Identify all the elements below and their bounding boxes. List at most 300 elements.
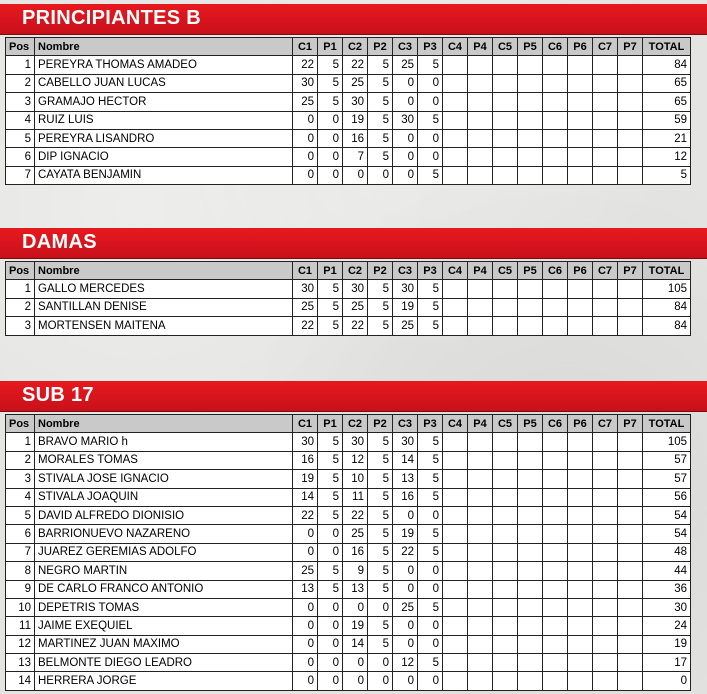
score-cell: 5 (368, 470, 393, 488)
total-cell: 105 (643, 280, 691, 298)
score-cell: 0 (368, 672, 393, 690)
score-cell: 5 (368, 129, 393, 147)
position-cell: 3 (6, 93, 35, 111)
score-cell (593, 93, 618, 111)
score-cell (543, 654, 568, 672)
total-cell: 57 (643, 470, 691, 488)
total-cell: 19 (643, 635, 691, 653)
score-cell: 14 (293, 488, 318, 506)
column-header: C1 (293, 262, 318, 280)
score-cell: 9 (343, 562, 368, 580)
score-cell (593, 525, 618, 543)
score-cell (543, 111, 568, 129)
score-cell (493, 543, 518, 561)
score-cell: 0 (393, 580, 418, 598)
score-cell: 5 (418, 280, 443, 298)
score-cell: 30 (293, 74, 318, 92)
score-cell (543, 580, 568, 598)
total-cell: 57 (643, 451, 691, 469)
score-cell (618, 56, 643, 74)
score-cell (443, 148, 468, 166)
name-cell: JUAREZ GEREMIAS ADOLFO (35, 543, 293, 561)
score-cell: 0 (418, 635, 443, 653)
column-header: Nombre (35, 415, 293, 433)
score-cell (568, 598, 593, 616)
name-cell: BRAVO MARIO h (35, 433, 293, 451)
score-cell (468, 74, 493, 92)
score-cell: 5 (368, 525, 393, 543)
score-cell: 5 (368, 111, 393, 129)
header-row (6, 38, 691, 56)
score-cell: 0 (293, 525, 318, 543)
score-cell: 0 (393, 93, 418, 111)
position-cell: 9 (6, 580, 35, 598)
total-cell: 21 (643, 129, 691, 147)
column-header: C5 (493, 262, 518, 280)
position-cell: 8 (6, 562, 35, 580)
name-cell: RUIZ LUIS (35, 111, 293, 129)
score-cell (568, 525, 593, 543)
score-cell: 12 (393, 654, 418, 672)
score-cell: 5 (418, 111, 443, 129)
score-cell (518, 317, 543, 335)
score-cell: 30 (393, 111, 418, 129)
score-cell (493, 280, 518, 298)
score-cell: 25 (293, 93, 318, 111)
score-cell (543, 672, 568, 690)
score-cell: 0 (418, 148, 443, 166)
score-cell (443, 488, 468, 506)
score-cell (543, 166, 568, 184)
total-cell: 44 (643, 562, 691, 580)
score-cell: 0 (393, 166, 418, 184)
column-header: C7 (593, 415, 618, 433)
score-cell: 0 (293, 543, 318, 561)
column-header: TOTAL (643, 262, 691, 280)
table-row (6, 298, 691, 316)
table-row (6, 111, 691, 129)
score-cell (618, 317, 643, 335)
score-cell (618, 506, 643, 524)
score-cell: 14 (393, 451, 418, 469)
score-cell (493, 298, 518, 316)
score-cell: 0 (343, 598, 368, 616)
score-cell: 5 (368, 635, 393, 653)
score-cell (443, 617, 468, 635)
score-cell (443, 280, 468, 298)
score-cell: 25 (343, 74, 368, 92)
column-header: P3 (418, 262, 443, 280)
score-cell: 0 (318, 617, 343, 635)
score-cell (518, 506, 543, 524)
score-cell (618, 654, 643, 672)
position-cell: 3 (6, 470, 35, 488)
score-cell (518, 598, 543, 616)
total-cell: 48 (643, 543, 691, 561)
score-cell (593, 543, 618, 561)
position-cell: 10 (6, 598, 35, 616)
score-cell (443, 543, 468, 561)
table-row (6, 74, 691, 92)
score-cell (468, 129, 493, 147)
score-cell (443, 672, 468, 690)
name-cell: NEGRO MARTIN (35, 562, 293, 580)
score-cell (443, 317, 468, 335)
score-cell (593, 654, 618, 672)
score-cell (543, 506, 568, 524)
column-header: TOTAL (643, 415, 691, 433)
score-cell (543, 617, 568, 635)
score-cell: 5 (368, 280, 393, 298)
table-row (6, 166, 691, 184)
score-cell: 0 (368, 654, 393, 672)
score-cell: 5 (318, 56, 343, 74)
score-cell (493, 56, 518, 74)
score-cell (618, 672, 643, 690)
score-cell (593, 280, 618, 298)
score-cell (468, 488, 493, 506)
score-cell (493, 488, 518, 506)
score-cell: 5 (368, 617, 393, 635)
score-cell (618, 617, 643, 635)
table-row (6, 56, 691, 74)
score-cell: 0 (318, 635, 343, 653)
score-cell (568, 654, 593, 672)
score-cell (468, 562, 493, 580)
score-cell (443, 654, 468, 672)
score-cell: 5 (418, 654, 443, 672)
score-cell (593, 562, 618, 580)
table-row (6, 148, 691, 166)
score-cell (568, 580, 593, 598)
score-cell: 0 (418, 93, 443, 111)
section-title: SUB 17 (22, 384, 94, 406)
score-cell (618, 433, 643, 451)
score-cell: 30 (393, 280, 418, 298)
score-cell (468, 298, 493, 316)
total-cell: 5 (643, 166, 691, 184)
score-cell (468, 93, 493, 111)
position-cell: 3 (6, 317, 35, 335)
score-cell (518, 433, 543, 451)
score-cell: 0 (343, 654, 368, 672)
score-cell (543, 433, 568, 451)
ranking-table (5, 37, 691, 185)
column-header: C3 (393, 415, 418, 433)
score-cell: 5 (368, 317, 393, 335)
position-cell: 11 (6, 617, 35, 635)
score-cell: 0 (418, 129, 443, 147)
column-header: Pos (6, 262, 35, 280)
score-cell: 19 (393, 298, 418, 316)
column-header: P3 (418, 38, 443, 56)
score-cell (468, 635, 493, 653)
column-header: C7 (593, 38, 618, 56)
score-cell: 5 (318, 298, 343, 316)
score-cell: 5 (418, 470, 443, 488)
score-cell: 16 (393, 488, 418, 506)
score-cell: 0 (393, 562, 418, 580)
total-cell: 54 (643, 525, 691, 543)
score-cell: 7 (343, 148, 368, 166)
score-cell: 0 (393, 635, 418, 653)
score-cell (468, 654, 493, 672)
score-cell (443, 470, 468, 488)
score-cell: 5 (318, 93, 343, 111)
score-cell: 5 (368, 433, 393, 451)
column-header: P7 (618, 262, 643, 280)
score-cell (543, 93, 568, 111)
score-cell: 0 (318, 111, 343, 129)
score-cell (593, 148, 618, 166)
column-header: C5 (493, 38, 518, 56)
score-cell (468, 598, 493, 616)
score-cell (493, 635, 518, 653)
score-cell: 5 (418, 166, 443, 184)
score-cell (493, 580, 518, 598)
column-header: Pos (6, 415, 35, 433)
score-cell: 0 (418, 672, 443, 690)
score-cell: 0 (393, 129, 418, 147)
header-row (6, 262, 691, 280)
score-cell (443, 598, 468, 616)
position-cell: 1 (6, 280, 35, 298)
name-cell: DEPETRIS TOMAS (35, 598, 293, 616)
score-cell: 5 (418, 433, 443, 451)
position-cell: 1 (6, 433, 35, 451)
score-cell (593, 617, 618, 635)
score-cell (518, 93, 543, 111)
column-header: Pos (6, 38, 35, 56)
total-cell: 65 (643, 74, 691, 92)
total-cell: 84 (643, 56, 691, 74)
column-header: P6 (568, 38, 593, 56)
score-cell (443, 166, 468, 184)
column-header: P4 (468, 415, 493, 433)
section-banner (0, 381, 707, 412)
score-cell (443, 506, 468, 524)
score-cell (618, 525, 643, 543)
score-cell (568, 470, 593, 488)
table-row (6, 617, 691, 635)
score-cell: 5 (318, 562, 343, 580)
total-cell: 24 (643, 617, 691, 635)
column-header: P7 (618, 38, 643, 56)
score-cell (543, 56, 568, 74)
score-cell (568, 543, 593, 561)
score-cell: 25 (343, 525, 368, 543)
score-cell: 5 (418, 488, 443, 506)
score-cell (593, 672, 618, 690)
column-header: P2 (368, 415, 393, 433)
score-cell (493, 433, 518, 451)
header-row (6, 415, 691, 433)
score-cell: 22 (393, 543, 418, 561)
name-cell: MORALES TOMAS (35, 451, 293, 469)
score-cell (593, 506, 618, 524)
score-cell: 30 (393, 433, 418, 451)
score-cell (568, 433, 593, 451)
score-cell (568, 635, 593, 653)
score-cell (468, 525, 493, 543)
name-cell: HERRERA JORGE (35, 672, 293, 690)
total-cell: 0 (643, 672, 691, 690)
score-cell: 0 (293, 654, 318, 672)
score-cell: 25 (393, 317, 418, 335)
score-cell: 16 (343, 543, 368, 561)
table-row (6, 525, 691, 543)
score-cell (518, 617, 543, 635)
score-cell: 0 (318, 166, 343, 184)
score-cell (618, 148, 643, 166)
score-cell (468, 506, 493, 524)
score-cell (468, 470, 493, 488)
name-cell: MARTINEZ JUAN MAXIMO (35, 635, 293, 653)
score-cell (518, 280, 543, 298)
column-header: C2 (343, 262, 368, 280)
score-cell: 5 (318, 280, 343, 298)
score-cell: 22 (343, 506, 368, 524)
position-cell: 2 (6, 74, 35, 92)
position-cell: 4 (6, 488, 35, 506)
table-row (6, 451, 691, 469)
score-cell: 25 (293, 562, 318, 580)
name-cell: CAYATA BENJAMIN (35, 166, 293, 184)
score-cell (543, 129, 568, 147)
total-cell: 65 (643, 93, 691, 111)
score-cell (568, 93, 593, 111)
score-cell (593, 470, 618, 488)
score-cell (493, 148, 518, 166)
score-cell (593, 298, 618, 316)
table-row (6, 470, 691, 488)
score-cell: 13 (293, 580, 318, 598)
score-cell: 22 (293, 317, 318, 335)
score-cell: 5 (368, 74, 393, 92)
column-header: TOTAL (643, 38, 691, 56)
score-cell (543, 148, 568, 166)
score-cell: 19 (343, 111, 368, 129)
column-header: P2 (368, 38, 393, 56)
column-header: P5 (518, 415, 543, 433)
score-cell: 0 (293, 111, 318, 129)
total-cell: 56 (643, 488, 691, 506)
score-cell: 30 (293, 280, 318, 298)
position-cell: 6 (6, 148, 35, 166)
column-header: P7 (618, 415, 643, 433)
score-cell: 5 (368, 451, 393, 469)
score-cell (493, 562, 518, 580)
column-header: C6 (543, 38, 568, 56)
score-cell: 0 (293, 129, 318, 147)
score-cell (468, 543, 493, 561)
table-row (6, 672, 691, 690)
score-cell: 0 (418, 617, 443, 635)
score-cell (618, 580, 643, 598)
score-cell (518, 129, 543, 147)
table-row (6, 317, 691, 335)
score-cell (493, 317, 518, 335)
score-cell (568, 56, 593, 74)
score-cell (493, 93, 518, 111)
score-cell (593, 598, 618, 616)
score-cell: 11 (343, 488, 368, 506)
name-cell: BELMONTE DIEGO LEADRO (35, 654, 293, 672)
score-cell: 5 (368, 543, 393, 561)
column-header: C3 (393, 262, 418, 280)
table-row (6, 93, 691, 111)
column-header: C6 (543, 415, 568, 433)
position-cell: 2 (6, 451, 35, 469)
total-cell: 36 (643, 580, 691, 598)
total-cell: 54 (643, 506, 691, 524)
score-cell: 25 (393, 56, 418, 74)
score-cell (618, 470, 643, 488)
score-cell (543, 635, 568, 653)
position-cell: 5 (6, 506, 35, 524)
position-cell: 14 (6, 672, 35, 690)
total-cell: 84 (643, 317, 691, 335)
score-cell: 0 (393, 74, 418, 92)
score-cell: 0 (393, 506, 418, 524)
name-cell: DIP IGNACIO (35, 148, 293, 166)
score-cell (518, 672, 543, 690)
score-cell (543, 451, 568, 469)
score-cell (468, 433, 493, 451)
ranking-table (5, 414, 691, 691)
score-cell (568, 129, 593, 147)
score-cell (593, 635, 618, 653)
score-cell (443, 298, 468, 316)
score-cell: 5 (368, 488, 393, 506)
score-cell (518, 74, 543, 92)
score-cell: 5 (318, 451, 343, 469)
score-cell (568, 280, 593, 298)
score-cell (568, 451, 593, 469)
name-cell: BARRIONUEVO NAZARENO (35, 525, 293, 543)
score-cell (518, 470, 543, 488)
score-cell: 0 (368, 598, 393, 616)
score-cell (568, 317, 593, 335)
column-header: P4 (468, 38, 493, 56)
column-header: C4 (443, 262, 468, 280)
column-header: C2 (343, 415, 368, 433)
score-cell: 0 (293, 148, 318, 166)
score-cell (568, 166, 593, 184)
score-cell (568, 672, 593, 690)
score-cell: 5 (418, 56, 443, 74)
score-cell (618, 93, 643, 111)
name-cell: STIVALA JOSE IGNACIO (35, 470, 293, 488)
score-cell: 19 (293, 470, 318, 488)
score-cell (493, 672, 518, 690)
score-cell (568, 74, 593, 92)
column-header: P6 (568, 262, 593, 280)
total-cell: 17 (643, 654, 691, 672)
score-cell (543, 525, 568, 543)
score-cell (593, 166, 618, 184)
score-cell: 0 (318, 543, 343, 561)
score-cell (443, 129, 468, 147)
score-cell: 22 (293, 56, 318, 74)
score-cell: 5 (318, 506, 343, 524)
score-cell (493, 74, 518, 92)
name-cell: STIVALA JOAQUIN (35, 488, 293, 506)
score-cell (518, 488, 543, 506)
score-cell: 0 (418, 580, 443, 598)
score-cell: 5 (318, 488, 343, 506)
score-cell (568, 298, 593, 316)
